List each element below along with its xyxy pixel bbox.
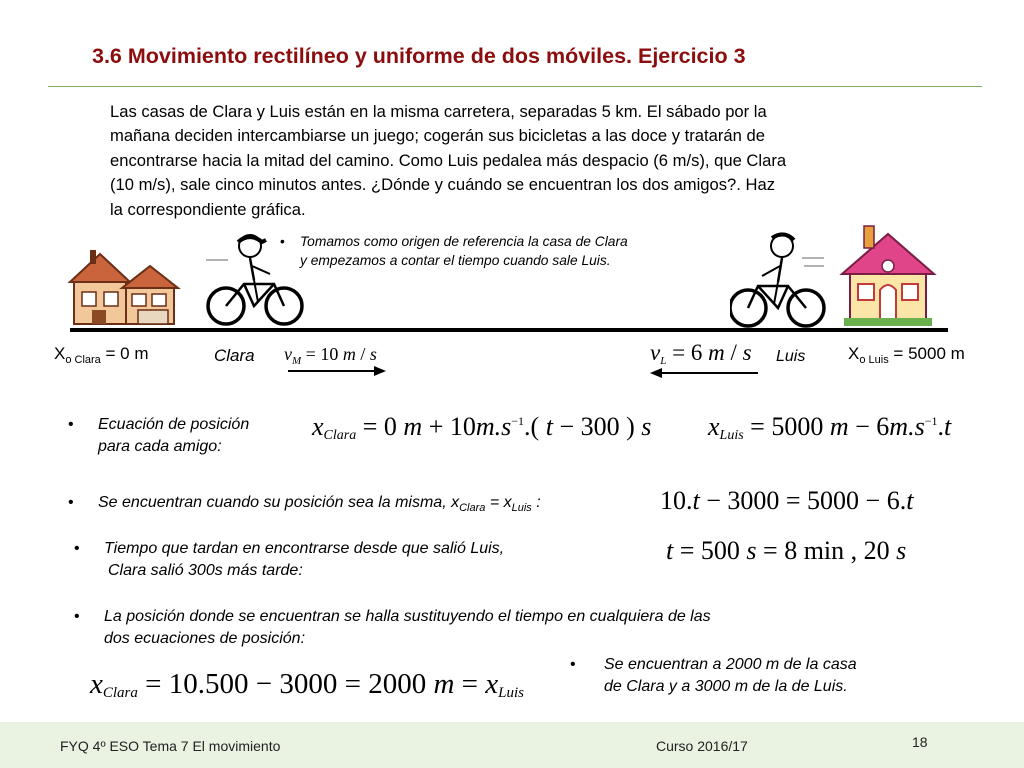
clara-velocity-label: $v_M = 10$ m / s <box>284 344 377 367</box>
road-line <box>70 328 948 332</box>
footer-course-title: FYQ 4º ESO Tema 7 El movimiento <box>60 738 281 754</box>
clara-direction-arrow <box>286 364 388 378</box>
statement-line: encontrarse hacia la mitad del camino. Como Luis pedalea más despacio (6 m/s), que Clara <box>110 150 787 170</box>
footer-school-year: Curso 2016/17 <box>656 738 748 754</box>
page-number: 18 <box>912 734 928 750</box>
position-statement: • La posición donde se encuentran se halla sustituyendo el tiempo en cualquiera de las dos ecuaciones de posición: <box>74 608 711 647</box>
reference-note <box>280 232 628 270</box>
title-divider <box>48 86 982 87</box>
statement-line: la correspondiente gráfica. <box>110 199 306 219</box>
luis-house-icon <box>838 224 938 328</box>
luis-position-equation: $x_{Luis} = 5000$ $m - 6m.s^{-1}.t$ <box>708 412 952 443</box>
bullet-marker: • <box>570 656 576 673</box>
equations-label: • Ecuación de posición para cada amigo: <box>68 416 250 455</box>
bullet-marker: • <box>68 494 74 511</box>
clara-name-label: Clara <box>214 346 255 365</box>
luis-direction-arrow <box>648 366 760 380</box>
bullet-marker: • <box>74 608 80 625</box>
luis-origin-label: $X_{o Luis} = 5000$ m <box>848 344 965 366</box>
statement-line: Las casas de Clara y Luis están en la misma carretera, separadas 5 km. El sábado por la <box>110 102 767 121</box>
meeting-equation: 10.t − 3000 = 5000 − 6.t <box>660 486 914 515</box>
time-equation: t = 500 s = 8 min , 20 s <box>666 536 907 565</box>
note-line: y empezamos a contar el tiempo cuando sale Luis. <box>300 253 611 268</box>
luis-name-label: Luis <box>776 348 806 365</box>
statement-line: mañana deciden intercambiarse un juego; cogerán sus bicicletas a las doce y tratarán de <box>110 126 765 146</box>
meeting-condition-text: • Se encuentran cuando su posición sea la misma, $x_{Clara} = x_{Luis}$ : <box>68 494 541 514</box>
position-equation: $x_{Clara} = 10.500 - 3000 = 2000$ $m = x_{Luis}$ <box>90 668 525 701</box>
page-title: 3.6 Movimiento rectilíneo y uniforme de dos móviles. Ejercicio 3 <box>92 44 746 68</box>
bullet-marker: • <box>68 416 74 433</box>
luis-bicycle-icon <box>730 232 828 330</box>
bullet-marker: • <box>280 234 285 249</box>
clara-position-equation: $x_{Clara} = 0$ $m + 10m.s^{-1}$.( t − 300 ) s <box>312 412 652 443</box>
clara-house-icon <box>66 248 184 326</box>
luis-velocity-label: $v_L = 6$ m / s <box>650 340 752 367</box>
note-line: Tomamos como origen de referencia la casa de Clara <box>300 234 628 249</box>
statement-line: (10 m/s), sale cinco minutos antes. ¿Dónde y cuándo se encuentran los dos amigos?. Haz <box>110 175 776 195</box>
problem-statement <box>110 100 910 222</box>
time-statement: • Tiempo que tardan en encontrarse desde que salió Luis, Clara salió 300s más tarde: <box>74 540 505 579</box>
clara-origin-label: $X_{o Clara} = 0$ m <box>54 344 149 366</box>
clara-bicycle-icon <box>204 232 306 330</box>
bullet-marker: • <box>74 540 80 557</box>
conclusion-statement: • Se encuentran a 2000 m de la casa de Clara y a 3000 m de la de Luis. <box>570 656 857 695</box>
